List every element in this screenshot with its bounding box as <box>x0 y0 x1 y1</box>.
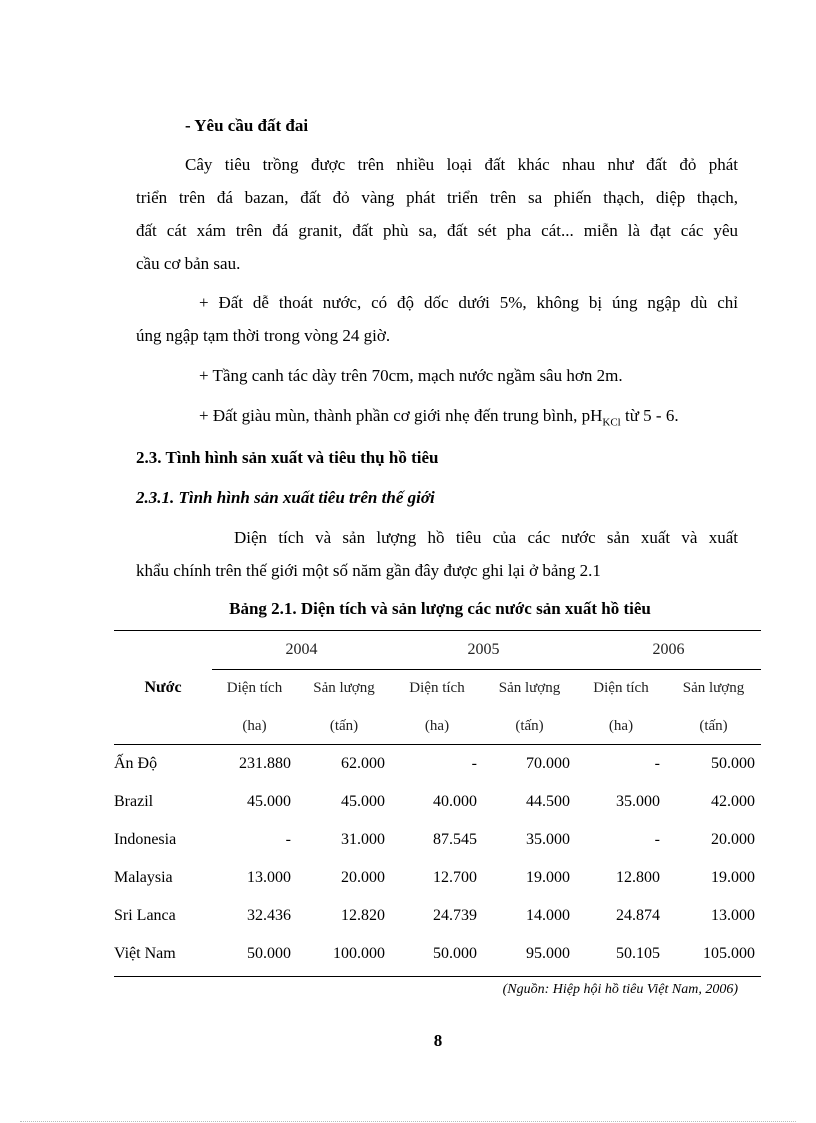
output-unit: (tấn) <box>329 717 359 734</box>
value-cell: 35.000 <box>526 831 570 848</box>
bullet3-text-end: từ 5 - 6. <box>620 406 679 425</box>
output-header: Sản lượng <box>313 679 375 696</box>
value-cell: 40.000 <box>433 793 477 810</box>
table-row <box>114 783 761 821</box>
value-cell: 42.000 <box>711 793 755 810</box>
value-cell: 12.800 <box>616 869 660 886</box>
value-cell: 105.000 <box>703 945 755 962</box>
country-cell: Sri Lanca <box>114 907 176 924</box>
bullet1-line2: úng ngập tạm thời trong vòng 24 giờ. <box>136 326 391 345</box>
value-cell: - <box>654 755 660 772</box>
value-cell: 62.000 <box>341 755 385 772</box>
bullet3-text: + Đất giàu mùn, thành phần cơ giới nhẹ đến trung bình, pH <box>199 406 603 425</box>
value-cell: 14.000 <box>526 907 570 924</box>
value-cell: 13.000 <box>711 907 755 924</box>
table-body <box>114 745 761 973</box>
production-table <box>114 630 761 973</box>
value-cell: 231.880 <box>239 755 291 772</box>
para2-line2: khẩu chính trên thế giới một số năm gần đây được ghi lại ở bảng 2.1 <box>136 561 601 580</box>
value-cell: 13.000 <box>247 869 291 886</box>
para1-line1: Cây tiêu trồng được trên nhiều loại đất khác nhau như đất đỏ phát <box>185 155 738 174</box>
value-cell: 12.820 <box>341 907 385 924</box>
value-cell: 44.500 <box>526 793 570 810</box>
value-cell: 24.739 <box>433 907 477 924</box>
table-row <box>114 897 761 935</box>
country-cell: Ấn Độ <box>114 755 158 772</box>
year-header-2004: 2004 <box>285 640 318 658</box>
value-cell: 45.000 <box>341 793 385 810</box>
value-cell: 50.000 <box>247 945 291 962</box>
value-cell: 20.000 <box>711 831 755 848</box>
area-header: Diện tích <box>409 679 465 696</box>
value-cell: 45.000 <box>247 793 291 810</box>
year-header-2006: 2006 <box>652 640 685 658</box>
value-cell: 50.000 <box>433 945 477 962</box>
page-number: 8 <box>433 1031 443 1050</box>
value-cell: 50.000 <box>711 755 755 772</box>
value-cell: 20.000 <box>341 869 385 886</box>
value-cell: 24.874 <box>616 907 660 924</box>
table-row <box>114 859 761 897</box>
para1-line4: cầu cơ bản sau. <box>136 254 241 273</box>
year-header-2005: 2005 <box>467 640 500 658</box>
soil-heading: - Yêu cầu đất đai <box>185 116 309 135</box>
para1-line3: đất cát xám trên đá granit, đất phù sa, đất sét pha cát... miễn là đạt các yêu <box>136 221 738 240</box>
value-cell: 100.000 <box>333 945 385 962</box>
value-cell: 87.545 <box>433 831 477 848</box>
bullet2: + Tầng canh tác dày trên 70cm, mạch nước ngầm sâu hơn 2m. <box>199 366 623 385</box>
area-unit: (ha) <box>242 717 267 734</box>
value-cell: 50.105 <box>616 945 660 962</box>
page-edge-divider <box>20 1121 796 1122</box>
country-cell: Malaysia <box>114 869 173 886</box>
value-cell: 70.000 <box>526 755 570 772</box>
value-cell: - <box>471 755 477 772</box>
area-header: Diện tích <box>226 679 283 696</box>
source-note: (Nguồn: Hiệp hội hồ tiêu Việt Nam, 2006) <box>502 982 738 997</box>
value-cell: 19.000 <box>526 869 570 886</box>
output-unit: (tấn) <box>515 717 544 734</box>
table-row <box>114 745 761 783</box>
value-cell: 19.000 <box>711 869 755 886</box>
value-cell: 35.000 <box>616 793 660 810</box>
section-title: 2.3. Tình hình sản xuất và tiêu thụ hồ tiêu <box>136 448 439 467</box>
table-caption: Bảng 2.1. Diện tích và sản lượng các nước sản xuất hồ tiêu <box>229 599 651 618</box>
country-cell: Indonesia <box>114 831 177 848</box>
value-cell: - <box>285 831 291 848</box>
table-row <box>114 935 761 973</box>
para2-line1: Diện tích và sản lượng hồ tiêu của các nước sản xuất và xuất <box>234 528 738 547</box>
subsection-title: 2.3.1. Tình hình sản xuất tiêu trên thế giới <box>136 488 435 507</box>
output-header: Sản lượng <box>498 679 561 696</box>
country-cell: Brazil <box>114 793 154 810</box>
bullet3-subscript: KCl <box>602 416 621 429</box>
bullet1-line1: + Đất dễ thoát nước, có độ dốc dưới 5%, không bị úng ngập dù chỉ <box>199 293 738 312</box>
value-cell: 12.700 <box>433 869 477 886</box>
country-header: Nước <box>144 678 182 696</box>
output-unit: (tấn) <box>699 717 728 734</box>
output-header: Sản lượng <box>682 679 745 696</box>
value-cell: 32.436 <box>247 907 291 924</box>
area-unit: (ha) <box>424 717 450 734</box>
value-cell: 31.000 <box>341 831 385 848</box>
country-cell: Việt Nam <box>114 945 176 962</box>
table-row <box>114 821 761 859</box>
value-cell: - <box>654 831 660 848</box>
bullet3 <box>199 406 679 428</box>
area-header: Diện tích <box>593 679 649 696</box>
value-cell: 95.000 <box>526 945 570 962</box>
table-bottom-rule <box>114 976 761 977</box>
area-unit: (ha) <box>608 717 634 734</box>
para1-line2: triển trên đá bazan, đất đỏ vàng phát triển trên sa phiến thạch, diệp thạch, <box>136 188 738 207</box>
